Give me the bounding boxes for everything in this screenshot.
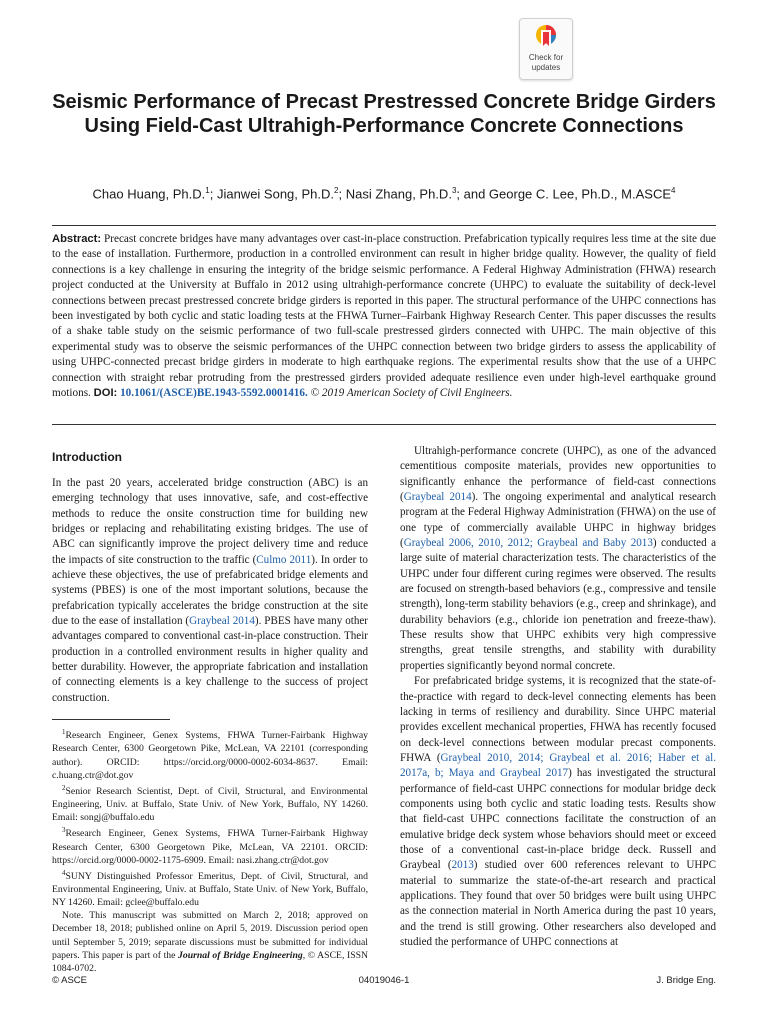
abstract — [52, 232, 716, 401]
citation-link[interactable]: Graybeal 2010, 2014; Graybeal et al. 2016; Haber et al. 2017a, b; Maya and Graybeal 2017 — [400, 751, 716, 780]
citation-link[interactable]: Culmo 2011 — [256, 553, 312, 566]
doi-label: DOI: — [93, 387, 118, 400]
author-separator: ; — [338, 186, 346, 202]
footnote-mark: 3 — [62, 826, 66, 835]
abstract-top-rule — [52, 225, 716, 226]
note-end: , © ASCE, ISSN 1084-0702. — [52, 949, 368, 974]
paragraph-text: ) studied over 600 references relevant to UHPC material to summarize the state-of-the-art research and practical applications. They found that over 50 bridges were built using UHPC as the connection material in North America during the past 10 years, and the trend is still growing. Other researchers also developed and studied the performance of UHPC connections at — [400, 859, 717, 948]
author-name: Jianwei Song, Ph.D. — [216, 186, 335, 202]
paragraph-text: For prefabricated bridge systems, it is recognized that the state-of-the-practice with regard to deck-level connecting elements has been lacking in terms of resiliency and durability. Since UHPC material provides excellent mechanical properties, FHWA has recently focused on deck-level connections between modular precast components. FHWA ( — [400, 675, 716, 764]
paragraph-text: ). The ongoing experimental and analytical research program at the Federal Highway Administration (FHWA) on the use of one type of commercially available UHPC in highway bridges ( — [400, 491, 716, 550]
footnote-mark: 2 — [62, 783, 66, 792]
footnote-mark: 1 — [62, 728, 66, 737]
citation-link[interactable]: Graybeal 2014 — [403, 491, 472, 504]
author-name: Nasi Zhang, Ph.D. — [345, 186, 452, 202]
doi-link[interactable]: 10.1061/(ASCE)BE.1943-5592.0001416. — [120, 387, 308, 400]
author-affiliation-mark: 2 — [334, 186, 339, 195]
footer-article-number: 04019046-1 — [358, 975, 410, 986]
manuscript-note — [52, 909, 368, 974]
footnote-text: Senior Research Scientist, Dept. of Civil, Structural, and Environmental Engineering, Univ. at Buffalo, State Univ. of New York, Buffalo, NY 14260. Email: songj@buffalo.edu — [52, 786, 368, 824]
bookmark-icon — [535, 24, 557, 52]
right-column — [400, 444, 716, 950]
author-name: George C. Lee, Ph.D., M.ASCE — [488, 186, 671, 202]
footnote-rule — [52, 719, 170, 720]
author-affiliation-mark: 1 — [205, 186, 210, 195]
footnote-3 — [52, 824, 368, 867]
uhpc-paragraph — [400, 444, 716, 674]
badge-line-2: updates — [531, 63, 561, 72]
footnote-2 — [52, 782, 368, 825]
paragraph-text: In the past 20 years, accelerated bridge construction (ABC) is an emerging technology that uses innovative, safe, and cost-effective methods to reduce the onsite construction time for building new bridges or replacing and rehabilitating existing bridges. The use of ABC can significantly improve the project delivery time and reduce the impacts of site construction to the traffic ( — [52, 477, 368, 566]
footnote-4 — [52, 867, 368, 910]
journal-name: Journal of Bridge Engineering — [178, 949, 303, 961]
paragraph-text: ). In order to achieve these objectives, the use of prefabricated bridge elements and systems (PBES) is one of the most important solutions, because the prefabrication typically accelerates the bridge construction at the site due to the ease of installation ( — [52, 553, 368, 628]
author-separator: ; and — [456, 186, 489, 202]
page-footer — [52, 974, 716, 988]
citation-link[interactable]: Graybeal 2006, 2010, 2012; Graybeal and Baby 2013 — [403, 537, 653, 550]
section-heading-introduction: Introduction — [52, 450, 122, 464]
citation-link[interactable]: Graybeal 2014 — [189, 615, 255, 628]
footer-journal: J. Bridge Eng. — [656, 975, 716, 986]
footer-copyright: © ASCE — [52, 975, 87, 986]
footnotes — [52, 726, 368, 975]
intro-paragraph-1 — [52, 476, 368, 706]
abstract-bottom-rule — [52, 424, 716, 425]
footnote-text: Research Engineer, Genex Systems, FHWA Turner-Fairbank Highway Research Center, 6300 Georgetown Pike, McLean, VA 22101 (corresponding author). ORCID: https://orcid.org/0000-0002-6034-8637. Email: c.huang.ctr@dot.gov — [52, 730, 368, 781]
badge-line-1: Check for — [528, 53, 564, 62]
author-list — [40, 183, 728, 202]
paragraph-text: Ultrahigh-performance concrete (UHPC), as one of the advanced cementitious composite materials, provides new opportunities to significantly enhance the performance of field-cast connections ( — [400, 445, 716, 504]
footnote-text: Research Engineer, Genex Systems, FHWA Turner-Fairbank Highway Research Center, 6300 Georgetown Pike, McLean, VA 22101. ORCID: https://orcid.org/0000-0002-1175-6909. Email: nasi.zhang.ctr@dot.gov — [52, 828, 368, 866]
author-affiliation-mark: 3 — [451, 186, 457, 195]
abstract-copyright: © 2019 American Society of Civil Engineers. — [310, 387, 513, 400]
paper-title: Seismic Performance of Precast Prestressed Concrete Bridge Girders Using Field-Cast Ultrahigh-Performance Concrete Connections — [52, 91, 716, 137]
paragraph-text: ). PBES have many other advantages compared to conventional cast-in-place construction. Their production in a controlled environment results in higher quality and better durability. However, the appropriate fabrication and installation of connecting elements is a key challenge to the success of project construction. — [52, 615, 368, 704]
prefabricated-systems-paragraph — [400, 674, 716, 950]
citation-link[interactable]: 2013 — [451, 859, 474, 872]
abstract-label: Abstract: — [52, 233, 102, 245]
note-text: Note. This manuscript was submitted on March 2, 2018; approved on December 18, 2018; published online on April 5, 2019. Discussion period open until September 5, 2019; separate discussions must be submitted for individual papers. This paper is part of the — [52, 910, 368, 961]
check-for-updates-badge[interactable] — [519, 18, 573, 80]
paragraph-text: ) has investigated the structural performance of field-cast UHPC connections for modular bridge deck components using both cyclic and static loading tests. Results show that field-cast UHPC connections facilitate the construction of an emulative bridge deck system whose behaviors should meet or exceed those of a conventional cast-in-place bridge deck. Russell and Graybeal ( — [400, 767, 716, 872]
footnote-mark: 4 — [62, 868, 66, 877]
paragraph-text: ) conducted a large suite of material characterization tests. The characteristics of the UHPC under four different curing regimes were observed. The results are focused on strength-based behaviors (e.g., compressive and tensile strength), long-term stability behaviors (e.g., creep and shrinkage), and durability behaviors (e.g., chloride ion penetration and freeze-thaw). These results show that UHPC exhibits very high compressive strengths, great tensile strengths, and stability with durability properties significantly beyond normal concrete. — [400, 537, 716, 672]
footnote-1 — [52, 726, 368, 782]
author-separator: ; — [209, 186, 217, 202]
abstract-text: Precast concrete bridges have many advantages over cast-in-place construction. Prefabrication typically requires less time at the site due to the ease of installation. Furthermore, production in a controlled environment can result in higher bridge quality. However, the quality of field connections is a key challenge in ensuring the integrity of the bridge seismic performance. A Federal Highway Administration (FHWA) research project conducted at the University at Buffalo in 2012 using ultrahigh-performance concrete (UHPC) to evaluate the suitability of deck-level connections between precast prestressed concrete bridge girders is reported in this paper. The structural performance of the UHPC connections has been investigated by both cyclic and static loading tests at the FHWA Turner–Fairbank Highway Research Center. This paper discusses the results of a shake table study on the seismic performance of two full-scale prestressed girders connected with UHPC. The main objective of this experimental study was to observe the seismic performances of the UHPC connection between two bridge girders to assess the applicability of using UHPC-connected precast bridge girders in moderate to high earthquake regions. The experimental results show that the use of a UHPC connection with straight rebar protruding from the prestressed girders provided adequate resilience even under high-level earthquake ground motions. — [52, 233, 717, 400]
author-name: Chao Huang, Ph.D. — [92, 186, 206, 202]
footnote-text: SUNY Distinguished Professor Emeritus, Dept. of Civil, Structural, and Environmental Engineering, Univ. at Buffalo, State Univ. of New York, Buffalo, NY 14260. Email: gclee@buffalo.edu — [52, 871, 368, 909]
author-affiliation-mark: 4 — [671, 186, 676, 195]
left-column — [52, 444, 368, 975]
